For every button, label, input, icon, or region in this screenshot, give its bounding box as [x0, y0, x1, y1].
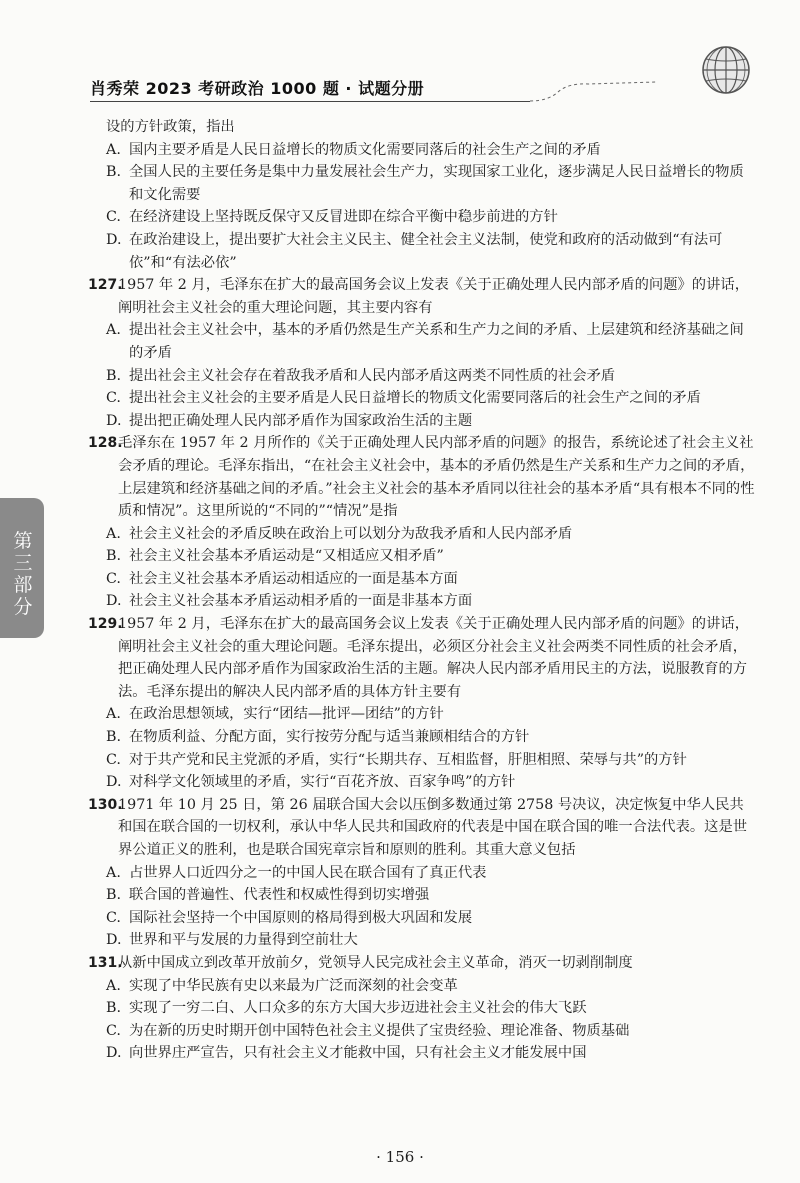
option-letter: C.: [106, 751, 121, 768]
option-b: [88, 726, 758, 749]
option-letter: B.: [106, 164, 122, 181]
option-text: 实现了中华民族有史以来最为广泛而深刻的社会变革: [129, 977, 458, 994]
option-letter: B.: [106, 729, 122, 746]
option-letter: A.: [106, 322, 121, 339]
option-text: 对于共产党和民主党派的矛盾，实行“长期共存、互相监督，肝胆相照、荣辱与共”的方针: [129, 751, 687, 768]
option-letter: D.: [106, 231, 122, 248]
option-b: [88, 545, 758, 568]
question-131: [88, 952, 758, 1065]
question-stem-text: 1957 年 2 月，毛泽东在扩大的最高国务会议上发表《关于正确处理人民内部矛盾的问题》的讲话，阐明社会主义社会的重大理论问题。毛泽东提出，必须区分社会主义社会两类不同性质的社会矛盾，把正确处理人民内部矛盾作为国家政治生活的主题。解决人民内部矛盾用民主的方法，说服教育的方法。毛泽东提出的解决人民内部矛盾的具体方针主要有: [118, 616, 749, 700]
option-c: [88, 206, 758, 229]
option-letter: D.: [106, 593, 122, 610]
option-text: 提出社会主义社会存在着敌我矛盾和人民内部矛盾这两类不同性质的社会矛盾: [129, 367, 616, 384]
option-a: [88, 139, 758, 162]
option-d: [88, 590, 758, 613]
question-number: 131.: [88, 954, 123, 971]
option-c: [88, 387, 758, 410]
option-text: 国际社会坚持一个中国原则的格局得到极大巩固和发展: [129, 909, 473, 926]
question-number: 130.: [88, 796, 123, 813]
option-c: [88, 749, 758, 772]
option-c: [88, 1020, 758, 1043]
question-stem-text: 毛泽东在 1957 年 2 月所作的《关于正确处理人民内部矛盾的问题》的报告，系统论述了社会主义社会矛盾的理论。毛泽东指出，“在社会主义社会中，基本的矛盾仍然是生产关系和生产力之间的矛盾，上层建筑和经济基础之间的矛盾。”社会主义社会的基本矛盾同以往社会的基本矛盾“具有根本不同的性质和情况”。这里所说的“不同的”“情况”是指: [118, 435, 755, 520]
option-b: [88, 997, 758, 1020]
question-129: [88, 613, 758, 794]
option-text: 国内主要矛盾是人民日益增长的物质文化需要同落后的社会生产之间的矛盾: [129, 141, 601, 158]
option-letter: B.: [106, 367, 122, 384]
option-text: 社会主义社会基本矛盾运动相矛盾的一面是非基本方面: [129, 593, 473, 610]
question-stem: [88, 952, 758, 975]
option-text: 向世界庄严宣告，只有社会主义才能救中国，只有社会主义才能发展中国: [129, 1045, 587, 1062]
option-letter: B.: [106, 1000, 122, 1017]
header-dashed-curve: [528, 80, 658, 102]
option-letter: D.: [106, 932, 122, 949]
option-c: [88, 907, 758, 930]
header-rule: [90, 101, 530, 102]
option-text: 为在新的历史时期开创中国特色社会主义提供了宝贵经验、理论准备、物质基础: [129, 1022, 630, 1039]
option-d: [88, 1042, 758, 1065]
option-d: [88, 410, 758, 433]
option-letter: A.: [106, 864, 121, 881]
option-b: [88, 161, 758, 206]
option-text: 在政治建设上，提出要扩大社会主义民主、健全社会主义法制，使党和政府的活动做到“有法可依”和“有法必依”: [129, 231, 723, 271]
option-d: [88, 771, 758, 794]
option-letter: B.: [106, 887, 122, 904]
option-letter: C.: [106, 1022, 121, 1039]
option-letter: C.: [106, 209, 121, 226]
option-letter: C.: [106, 909, 121, 926]
question-number: 127.: [88, 277, 123, 294]
question-127: [88, 274, 758, 432]
option-letter: B.: [106, 548, 122, 565]
option-b: [88, 365, 758, 388]
option-d: [88, 229, 758, 274]
option-text: 对科学文化领域里的矛盾，实行“百花齐放、百家争鸣”的方针: [129, 774, 516, 791]
option-letter: A.: [106, 977, 121, 994]
option-a: [88, 703, 758, 726]
page-header-title: 肖秀荣 2023 考研政治 1000 题 · 试题分册: [90, 79, 425, 98]
option-text: 提出社会主义社会的主要矛盾是人民日益增长的物质文化需要同落后的社会生产之间的矛盾: [129, 390, 701, 407]
question-stem: [88, 794, 758, 862]
option-letter: C.: [106, 570, 121, 587]
option-text: 提出社会主义社会中，基本的矛盾仍然是生产关系和生产力之间的矛盾、上层建筑和经济基础之间的矛盾: [129, 322, 744, 361]
question-stem: [88, 432, 758, 522]
option-text: 社会主义社会基本矛盾运动是“又相适应又相矛盾”: [129, 548, 444, 565]
option-letter: A.: [106, 706, 121, 723]
globe-logo-icon: [700, 44, 752, 96]
continued-stem: 设的方针政策，指出: [106, 119, 235, 135]
question-content: [88, 116, 758, 1065]
question-stem: [88, 274, 758, 319]
option-text: 实现了一穷二白、人口众多的东方大国大步迈进社会主义社会的伟大飞跃: [129, 1000, 587, 1017]
question-number: 128.: [88, 435, 123, 452]
option-text: 全国人民的主要任务是集中力量发展社会生产力，实现国家工业化，逐步满足人民日益增长的物质和文化需要: [129, 164, 744, 203]
option-letter: C.: [106, 390, 121, 407]
page-number: · 156 ·: [376, 1148, 424, 1166]
option-text: 在经济建设上坚持既反保守又反冒进即在综合平衡中稳步前进的方针: [129, 209, 558, 226]
option-letter: A.: [106, 525, 121, 542]
option-letter: D.: [106, 412, 122, 429]
option-b: [88, 884, 758, 907]
option-letter: D.: [106, 774, 122, 791]
question-130: [88, 794, 758, 952]
continued-question: [88, 116, 758, 274]
option-text: 在政治思想领域，实行“团结—批评—团结”的方针: [129, 706, 444, 723]
option-text: 世界和平与发展的力量得到空前壮大: [129, 932, 358, 949]
option-a: [88, 319, 758, 364]
option-a: [88, 975, 758, 998]
question-stem-text: 从新中国成立到改革开放前夕，党领导人民完成社会主义革命，消灭一切剥削制度: [118, 954, 633, 971]
question-128: [88, 432, 758, 613]
option-c: [88, 568, 758, 591]
option-text: 联合国的普遍性、代表性和权威性得到切实增强: [129, 887, 430, 904]
question-stem: [88, 613, 758, 703]
option-text: 社会主义社会基本矛盾运动相适应的一面是基本方面: [129, 570, 458, 587]
option-d: [88, 929, 758, 952]
section-side-tab-label: 第三部分: [13, 530, 33, 618]
option-text: 在物质利益、分配方面，实行按劳分配与适当兼顾相结合的方针: [129, 729, 530, 746]
question-number: 129.: [88, 616, 123, 633]
option-text: 占世界人口近四分之一的中国人民在联合国有了真正代表: [129, 864, 487, 881]
option-a: [88, 523, 758, 546]
option-letter: A.: [106, 141, 121, 158]
option-letter: D.: [106, 1045, 122, 1062]
question-stem-text: 1971 年 10 月 25 日，第 26 届联合国大会以压倒多数通过第 2758 号决议，决定恢复中华人民共和国在联合国的一切权利，承认中华人民共和国政府的代表是中国在联合国的唯一合法代表。这是世界公道正义的胜利，也是联合国宪章宗旨和原则的胜利。其重大意义包括: [118, 796, 748, 858]
question-stem-text: 1957 年 2 月，毛泽东在扩大的最高国务会议上发表《关于正确处理人民内部矛盾的问题》的讲话，阐明社会主义社会的重大理论问题，其主要内容有: [118, 277, 749, 316]
option-text: 社会主义社会的矛盾反映在政治上可以划分为敌我矛盾和人民内部矛盾: [129, 525, 573, 542]
option-text: 提出把正确处理人民内部矛盾作为国家政治生活的主题: [129, 412, 473, 429]
option-a: [88, 862, 758, 885]
